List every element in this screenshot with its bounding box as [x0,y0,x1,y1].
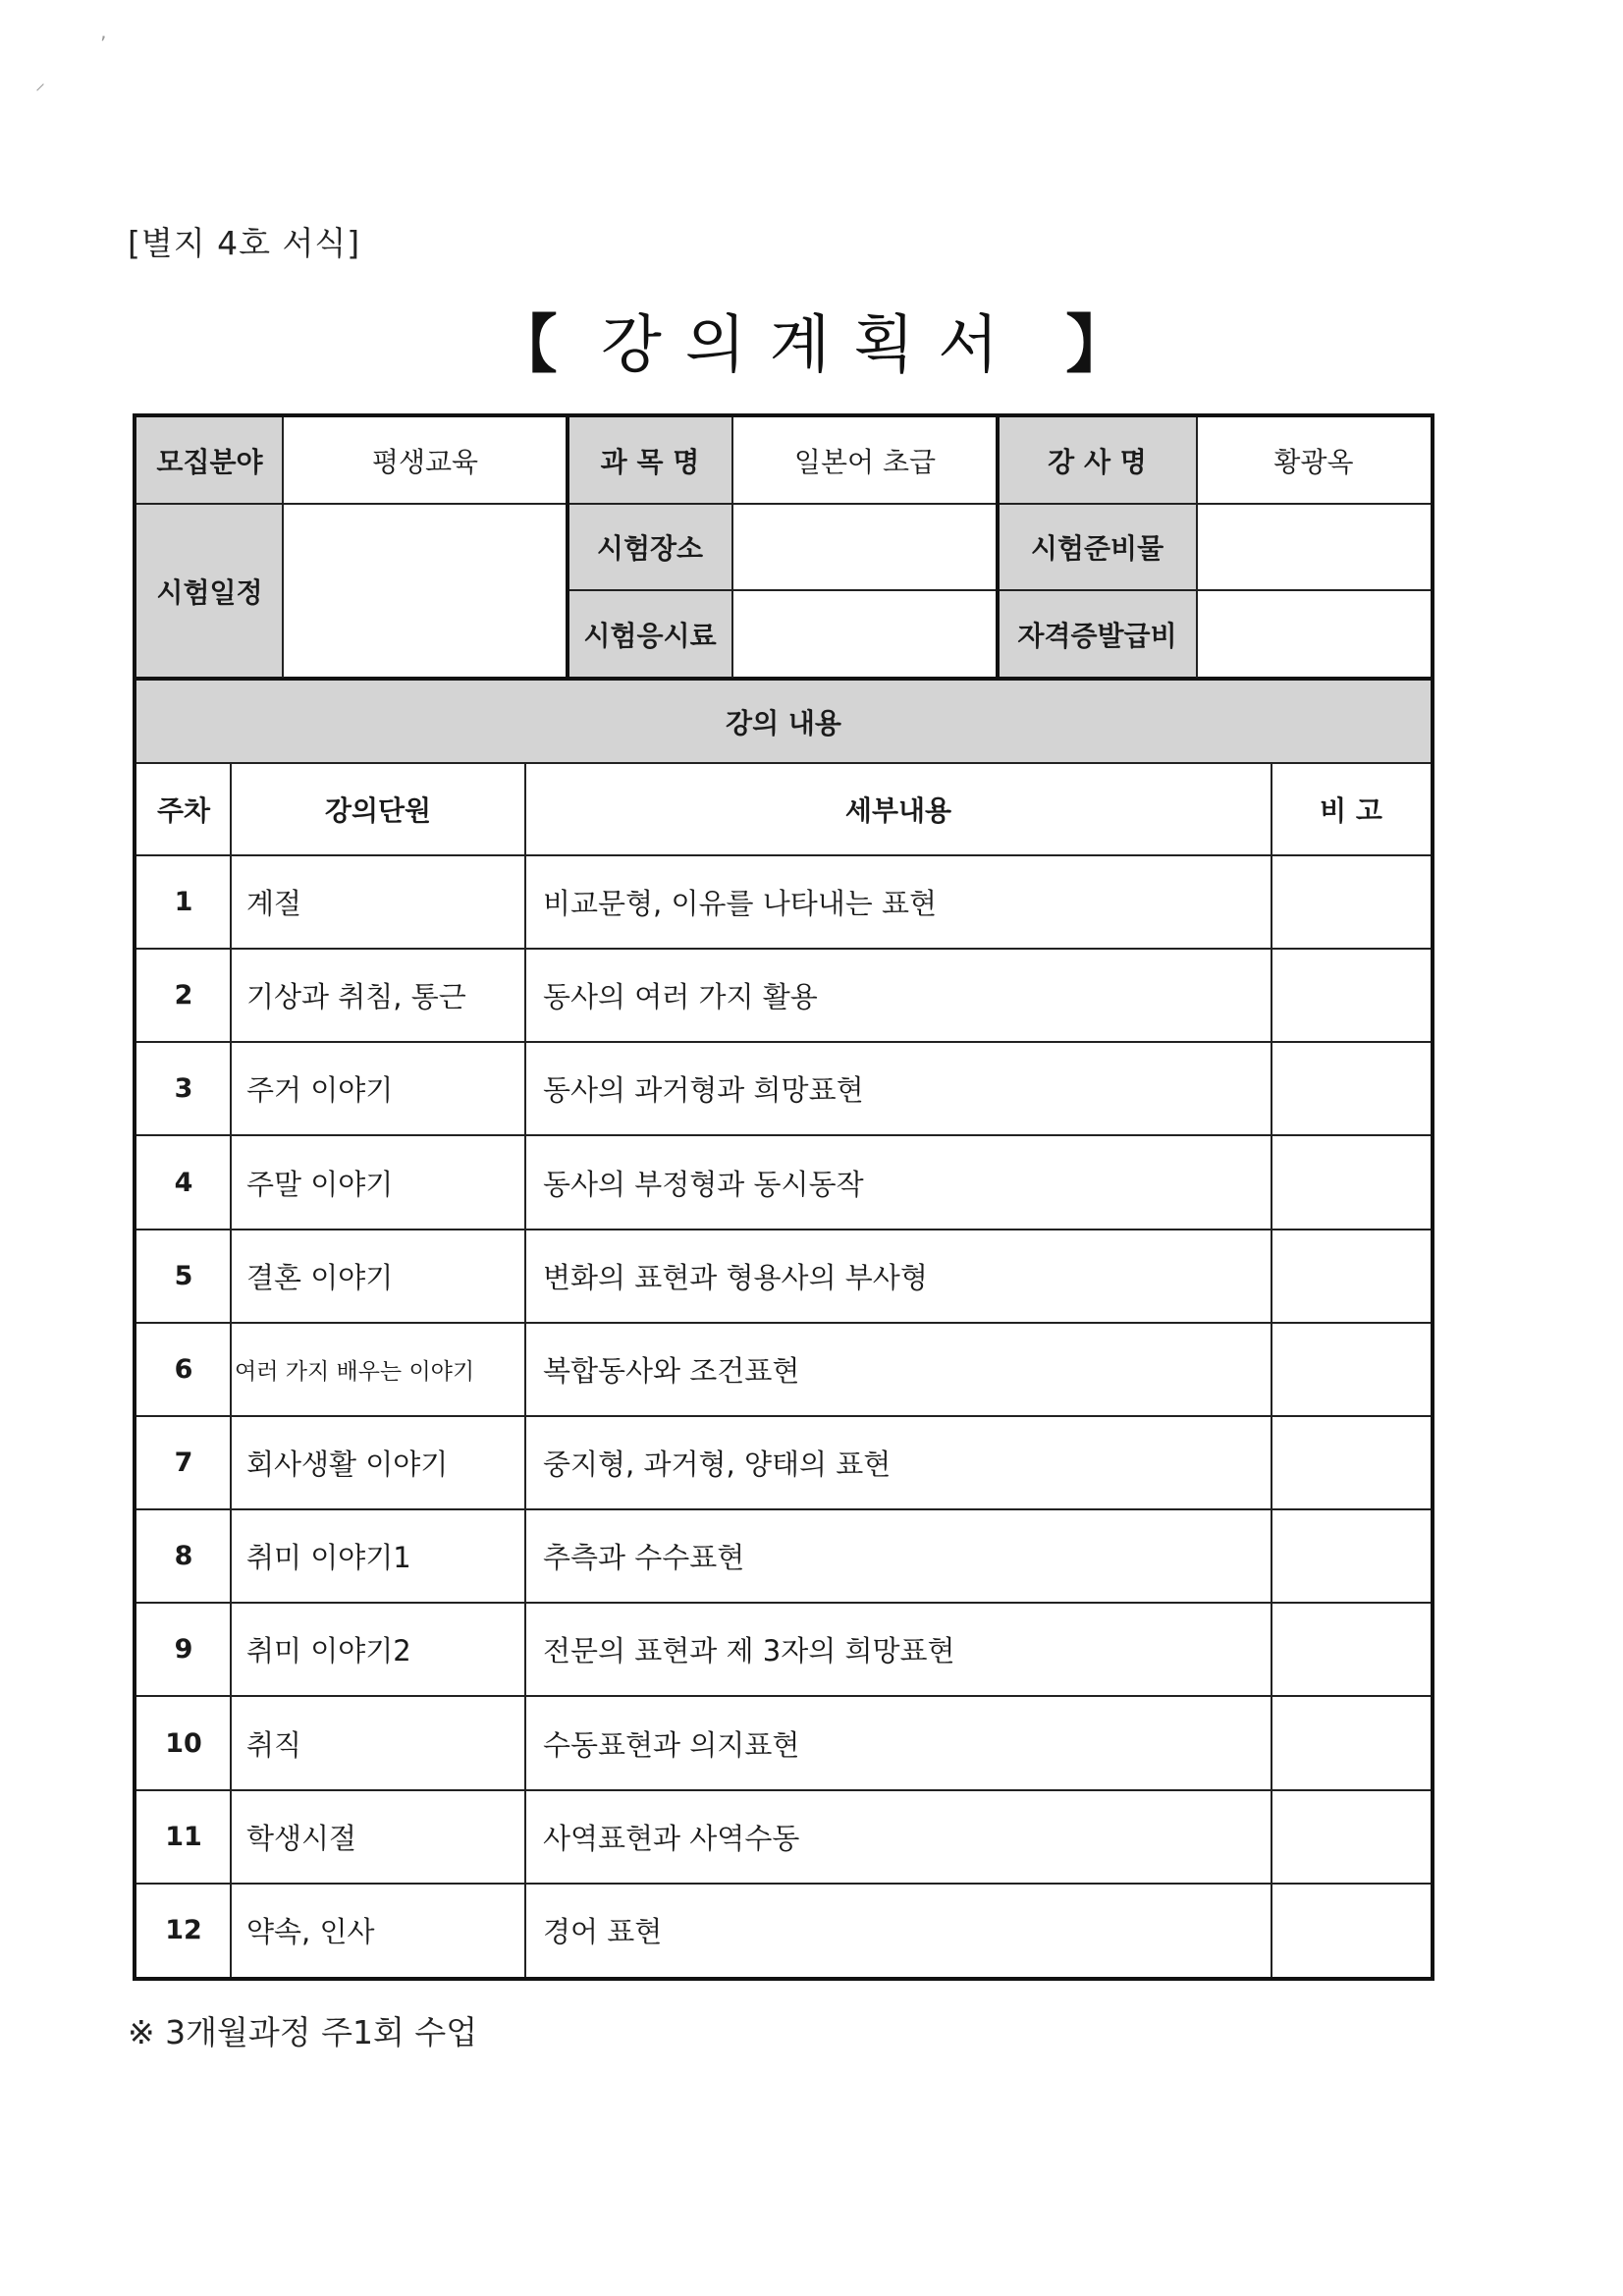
grid-line [136,854,1431,856]
week-number: 4 [174,1167,193,1198]
field-value: 평생교육 [371,446,479,478]
grid-line [136,677,1431,681]
week-number: 7 [174,1448,193,1479]
exam-schedule-label: 시험일정 [136,504,283,678]
grid-line [136,948,1431,950]
grid-line [1196,417,1198,678]
week-number: 5 [174,1260,193,1291]
week-number: 8 [174,1541,193,1572]
field-label: 모집분야 [136,417,283,504]
cert-fee-value [1197,590,1431,678]
week-number: 11 [165,1821,202,1852]
title-open-bracket: 【 [494,309,558,382]
lecture-detail: 변화의 표현과 형용사의 부사형 [543,1260,928,1294]
subject-label: 과 목 명 [568,417,732,504]
exam-schedule-value [283,504,568,678]
subject-value: 일본어 초급 [793,446,937,478]
grid-line [136,1415,1431,1417]
lecture-note [1271,1790,1431,1884]
grid-line [566,417,569,678]
lecture-unit: 취미 이야기2 [246,1634,411,1668]
form-label: [별지 4호 서식] [128,224,361,262]
lecture-detail: 동사의 부정형과 동시동작 [543,1167,864,1201]
exam-materials-value [1197,504,1431,590]
lecture-note [1271,1509,1431,1603]
lecture-unit: 주말 이야기 [246,1167,394,1201]
lecture-note [1271,1884,1431,1977]
lecture-detail: 복합동사와 조건표현 [543,1353,800,1388]
lecture-detail: 전문의 표현과 제 3자의 희망표현 [543,1634,955,1668]
scan-mark: ‚ [100,20,107,43]
grid-line [136,503,1431,505]
scan-mark: ⸝ [35,71,45,94]
instructor-value: 황광옥 [1273,446,1354,478]
week-number: 2 [174,980,193,1011]
grid-line [136,762,1431,764]
grid-line [996,417,1000,678]
lecture-detail: 중지형, 과거형, 양태의 표현 [543,1448,892,1482]
exam-fee-value [732,590,998,678]
grid-line [136,1041,1431,1043]
grid-line [136,1508,1431,1510]
lecture-detail: 수동표현과 의지표현 [543,1727,800,1762]
lecture-note [1271,1042,1431,1135]
lecture-note [1271,1135,1431,1229]
lecture-unit: 기상과 취침, 통근 [246,980,466,1014]
grid-line [136,1883,1431,1885]
lecture-detail: 추측과 수수표현 [543,1541,745,1575]
lecture-unit: 결혼 이야기 [246,1260,394,1294]
document-title [0,295,1623,385]
exam-place-value [732,504,998,590]
lecture-unit: 학생시절 [246,1821,357,1855]
lecture-detail: 비교문형, 이유를 나타내는 표현 [543,887,938,921]
week-number: 6 [174,1353,193,1385]
grid-line [136,1789,1431,1791]
exam-place-label: 시험장소 [568,504,732,590]
lecture-unit: 회사생활 이야기 [246,1448,449,1482]
lecture-detail: 경어 표현 [543,1914,663,1948]
lecture-note [1271,1230,1431,1323]
grid-line [282,417,284,678]
grid-line [136,1695,1431,1697]
lecture-note [1271,949,1431,1042]
footnote: ※ 3개월과정 주1회 수업 [128,2013,478,2051]
grid-line [731,417,733,678]
col-unit: 강의단원 [324,794,432,827]
lecture-detail: 동사의 여러 가지 활용 [543,980,818,1014]
lecture-note [1271,1416,1431,1509]
lecture-unit: 취미 이야기1 [246,1541,411,1575]
col-note: 비 고 [1320,794,1382,827]
col-week: 주차 [156,794,211,827]
grid-line [136,1134,1431,1136]
grid-line [136,1229,1431,1230]
lecture-note [1271,855,1431,949]
week-number: 10 [165,1727,202,1759]
grid-line [136,1602,1431,1604]
title-close-bracket: 】 [1065,309,1129,382]
cert-fee-label: 자격증발급비 [998,590,1197,678]
lecture-plan-table [133,413,1434,1981]
grid-line [136,1322,1431,1324]
week-number: 3 [174,1073,193,1105]
lecture-unit: 주거 이야기 [246,1073,394,1108]
grid-line [230,763,232,1977]
title-text: 강의계획서 [600,309,1023,382]
lecture-note [1271,1323,1431,1416]
content-heading: 강의 내용 [136,680,1431,763]
lecture-unit: 약속, 인사 [246,1914,375,1948]
week-number: 1 [174,887,193,918]
lecture-detail: 동사의 과거형과 희망표현 [543,1073,864,1108]
week-number: 12 [165,1914,202,1945]
instructor-label: 강 사 명 [998,417,1197,504]
lecture-detail: 사역표현과 사역수동 [543,1821,800,1855]
lecture-unit: 취직 [246,1727,302,1762]
grid-line [524,763,526,1977]
lecture-unit: 여러 가지 배우는 이야기 [235,1358,475,1385]
exam-materials-label: 시험준비물 [998,504,1197,590]
lecture-note [1271,1603,1431,1696]
week-number: 9 [174,1634,193,1666]
exam-fee-label: 시험응시료 [568,590,732,678]
lecture-unit: 계절 [246,887,302,921]
col-detail: 세부내용 [844,794,952,827]
lecture-note [1271,1696,1431,1789]
grid-line [1271,763,1272,1977]
